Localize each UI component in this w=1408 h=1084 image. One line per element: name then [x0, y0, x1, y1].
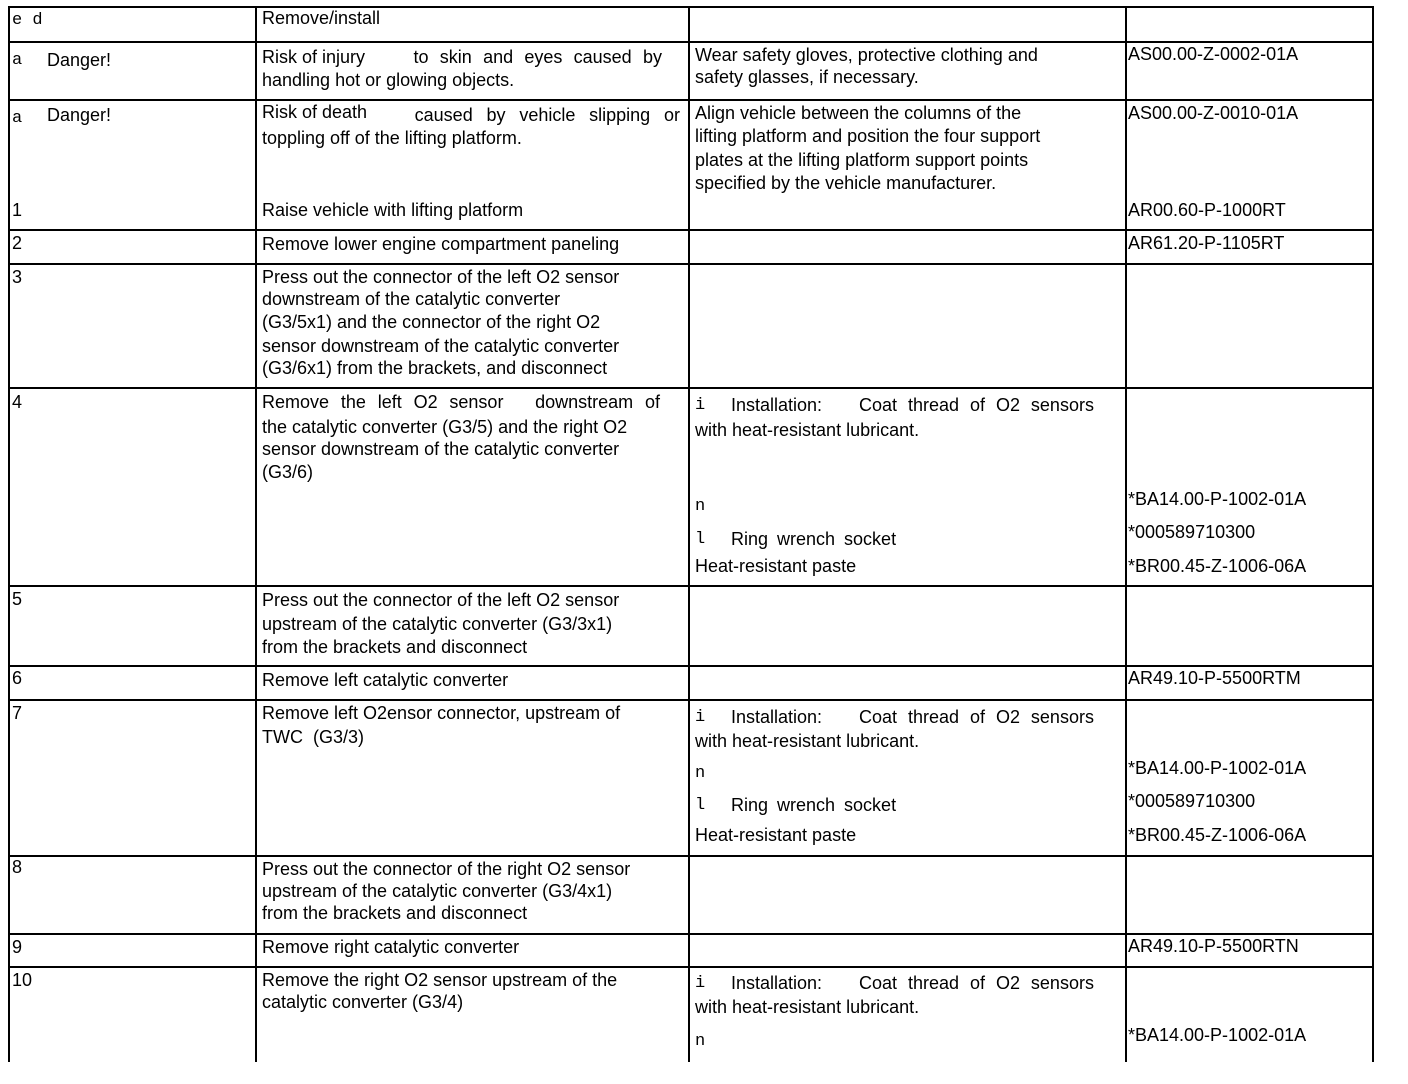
step-word: sensor: [449, 392, 504, 412]
step-text-line: (G3/6): [262, 462, 314, 482]
risk-word: to: [413, 47, 429, 67]
risk-word: eyes: [524, 47, 563, 67]
note-word: thread: [907, 395, 960, 415]
danger-measure-line3: plates at the lifting platform support points: [695, 150, 1029, 170]
danger-risk-line2: handling hot or glowing objects.: [262, 70, 515, 90]
danger-measure-line1: Wear safety gloves, protective clothing and: [695, 45, 1038, 65]
info-icon: i: [695, 708, 706, 727]
risk-word: caused: [573, 47, 632, 67]
row-border: [8, 6, 1374, 8]
note-word: O2: [995, 707, 1020, 727]
danger-risk-line1: [262, 104, 680, 126]
step-number: 9: [12, 937, 23, 957]
danger-risk-line2: toppling off of the lifting platform.: [262, 128, 522, 148]
row-border: [8, 585, 1374, 587]
header-icons: e d: [12, 11, 43, 30]
installation-label: Installation:: [731, 973, 823, 993]
step-text-line: (G3/5x1) and the connector of the right O2: [262, 312, 601, 332]
step-text-line: sensor downstream of the catalytic converter: [262, 439, 620, 459]
note-word: thread: [907, 707, 960, 727]
tool-icon: l: [695, 796, 706, 815]
step-text: Remove left catalytic converter: [262, 670, 509, 690]
step-text-line: Press out the connector of the left O2 sensor: [262, 590, 620, 610]
col-border: [688, 6, 690, 1062]
row-border: [8, 99, 1374, 101]
step-word: downstream: [535, 392, 634, 412]
step-reference: AR00.60-P-1000RT: [1128, 200, 1286, 220]
header-title: Remove/install: [262, 8, 381, 28]
note-word: Coat: [859, 973, 898, 993]
step-word: left: [377, 392, 402, 412]
step-text: Remove right catalytic converter: [262, 937, 520, 957]
risk-word: and: [483, 47, 514, 67]
row-border: [8, 263, 1374, 265]
step-text-line: (G3/6x1) from the brackets, and disconnect: [262, 358, 608, 378]
installation-note-line2: with heat-resistant lubricant.: [695, 731, 920, 751]
step-text-line: downstream of the catalytic converter: [262, 289, 561, 309]
note-word: Coat: [859, 395, 898, 415]
danger-reference: AS00.00-Z-0002-01A: [1128, 44, 1299, 64]
procedure-icon: n: [695, 764, 706, 783]
step-number: 1: [12, 200, 23, 220]
step-word: O2: [413, 392, 438, 412]
risk-word: skin: [439, 47, 472, 67]
col-border: [1372, 6, 1374, 1062]
note-word: sensors: [1030, 395, 1094, 415]
procedure-reference-link[interactable]: *BA14.00-P-1002-01A: [1128, 758, 1307, 778]
step-word: Remove: [262, 392, 330, 412]
installation-label: Installation:: [731, 707, 823, 727]
paste-reference-link[interactable]: *BR00.45-Z-1006-06A: [1128, 825, 1307, 845]
step-text-line: TWC (G3/3): [262, 727, 364, 747]
step-number: 2: [12, 233, 23, 253]
step-word: of: [644, 392, 660, 412]
installation-note-line2: with heat-resistant lubricant.: [695, 997, 920, 1017]
note-word: sensors: [1030, 707, 1094, 727]
step-text-line: from the brackets and disconnect: [262, 903, 528, 923]
installation-note-line1: [859, 706, 1094, 728]
step-text-line: upstream of the catalytic converter (G3/4x1): [262, 881, 613, 901]
row-border: [8, 699, 1374, 701]
danger-label: Danger!: [47, 50, 112, 70]
step-number: 8: [12, 857, 23, 877]
danger-measure-line4: specified by the vehicle manufacturer.: [695, 173, 997, 193]
risk-word: caused: [414, 105, 473, 125]
tool-name: Ring wrench socket: [731, 795, 897, 815]
note-word: O2: [995, 973, 1020, 993]
tool-name: Ring wrench socket: [731, 529, 897, 549]
installation-label: Installation:: [731, 395, 823, 415]
info-icon: i: [695, 974, 706, 993]
note-word: thread: [907, 973, 960, 993]
step-text: Remove lower engine compartment paneling: [262, 234, 620, 254]
paste-name: Heat-resistant paste: [695, 556, 857, 576]
step-text-line: Remove the right O2 sensor upstream of the: [262, 970, 618, 990]
step-text-line: from the brackets and disconnect: [262, 637, 528, 657]
step-reference: AR49.10-P-5500RTN: [1128, 936, 1299, 956]
paste-reference-link[interactable]: *BR00.45-Z-1006-06A: [1128, 556, 1307, 576]
step-word: the: [340, 392, 366, 412]
risk-word: slipping: [589, 105, 651, 125]
note-word: O2: [995, 395, 1020, 415]
step-number: 7: [12, 703, 23, 723]
note-word: of: [969, 395, 985, 415]
installation-note-line1: [859, 972, 1094, 994]
procedure-reference-link[interactable]: *BA14.00-P-1002-01A: [1128, 489, 1307, 509]
step-text-line: Press out the connector of the right O2 sensor: [262, 859, 631, 879]
risk-word: by: [642, 47, 662, 67]
risk-lead: Risk of injury: [262, 47, 366, 67]
danger-measure-line1: Align vehicle between the columns of the: [695, 103, 1022, 123]
row-border: [8, 229, 1374, 231]
step-number: 5: [12, 589, 23, 609]
danger-measure-line2: safety glasses, if necessary.: [695, 67, 919, 87]
risk-word: or: [663, 105, 680, 125]
step-number: 10: [12, 970, 33, 990]
step-text-line: [262, 391, 660, 413]
risk-word: by: [486, 105, 506, 125]
danger-reference: AS00.00-Z-0010-01A: [1128, 103, 1299, 123]
procedure-icon: n: [695, 1032, 706, 1051]
danger-measure-line2: lifting platform and position the four support: [695, 126, 1041, 146]
danger-icon: a: [12, 109, 23, 128]
col-border: [255, 6, 257, 1062]
step-text-line: sensor downstream of the catalytic converter: [262, 336, 620, 356]
row-border: [8, 855, 1374, 857]
tool-icon: l: [695, 530, 706, 549]
risk-lead: Risk of death: [262, 102, 368, 122]
step-reference: AR61.20-P-1105RT: [1128, 233, 1285, 253]
procedure-icon: n: [695, 497, 706, 516]
note-word: of: [969, 707, 985, 727]
row-border: [8, 387, 1374, 389]
step-text-line: the catalytic converter (G3/5) and the right O2: [262, 417, 628, 437]
step-text-line: Remove left O2ensor connector, upstream of: [262, 703, 621, 723]
danger-label: Danger!: [47, 105, 112, 125]
danger-icon: a: [12, 51, 23, 70]
col-border: [8, 6, 10, 1062]
note-word: of: [969, 973, 985, 993]
installation-note-line1: [859, 394, 1094, 416]
paste-name: Heat-resistant paste: [695, 825, 857, 845]
step-text-line: catalytic converter (G3/4): [262, 992, 464, 1012]
danger-risk-line1: [262, 46, 662, 68]
step-reference: AR49.10-P-5500RTM: [1128, 668, 1301, 688]
info-icon: i: [695, 396, 706, 415]
step-text-line: upstream of the catalytic converter (G3/3x1): [262, 614, 613, 634]
note-word: sensors: [1030, 973, 1094, 993]
procedure-reference-link[interactable]: *BA14.00-P-1002-01A: [1128, 1025, 1307, 1045]
col-border: [1125, 6, 1127, 1062]
step-number: 4: [12, 392, 23, 412]
step-number: 3: [12, 267, 23, 287]
note-word: Coat: [859, 707, 898, 727]
tool-reference-link[interactable]: *000589710300: [1128, 522, 1256, 542]
tool-reference-link[interactable]: *000589710300: [1128, 791, 1256, 811]
risk-word: vehicle: [519, 105, 576, 125]
step-text-line: Press out the connector of the left O2 sensor: [262, 267, 620, 287]
step-number: 6: [12, 668, 23, 688]
step-text: Raise vehicle with lifting platform: [262, 200, 524, 220]
row-border: [8, 966, 1374, 968]
installation-note-line2: with heat-resistant lubricant.: [695, 420, 920, 440]
